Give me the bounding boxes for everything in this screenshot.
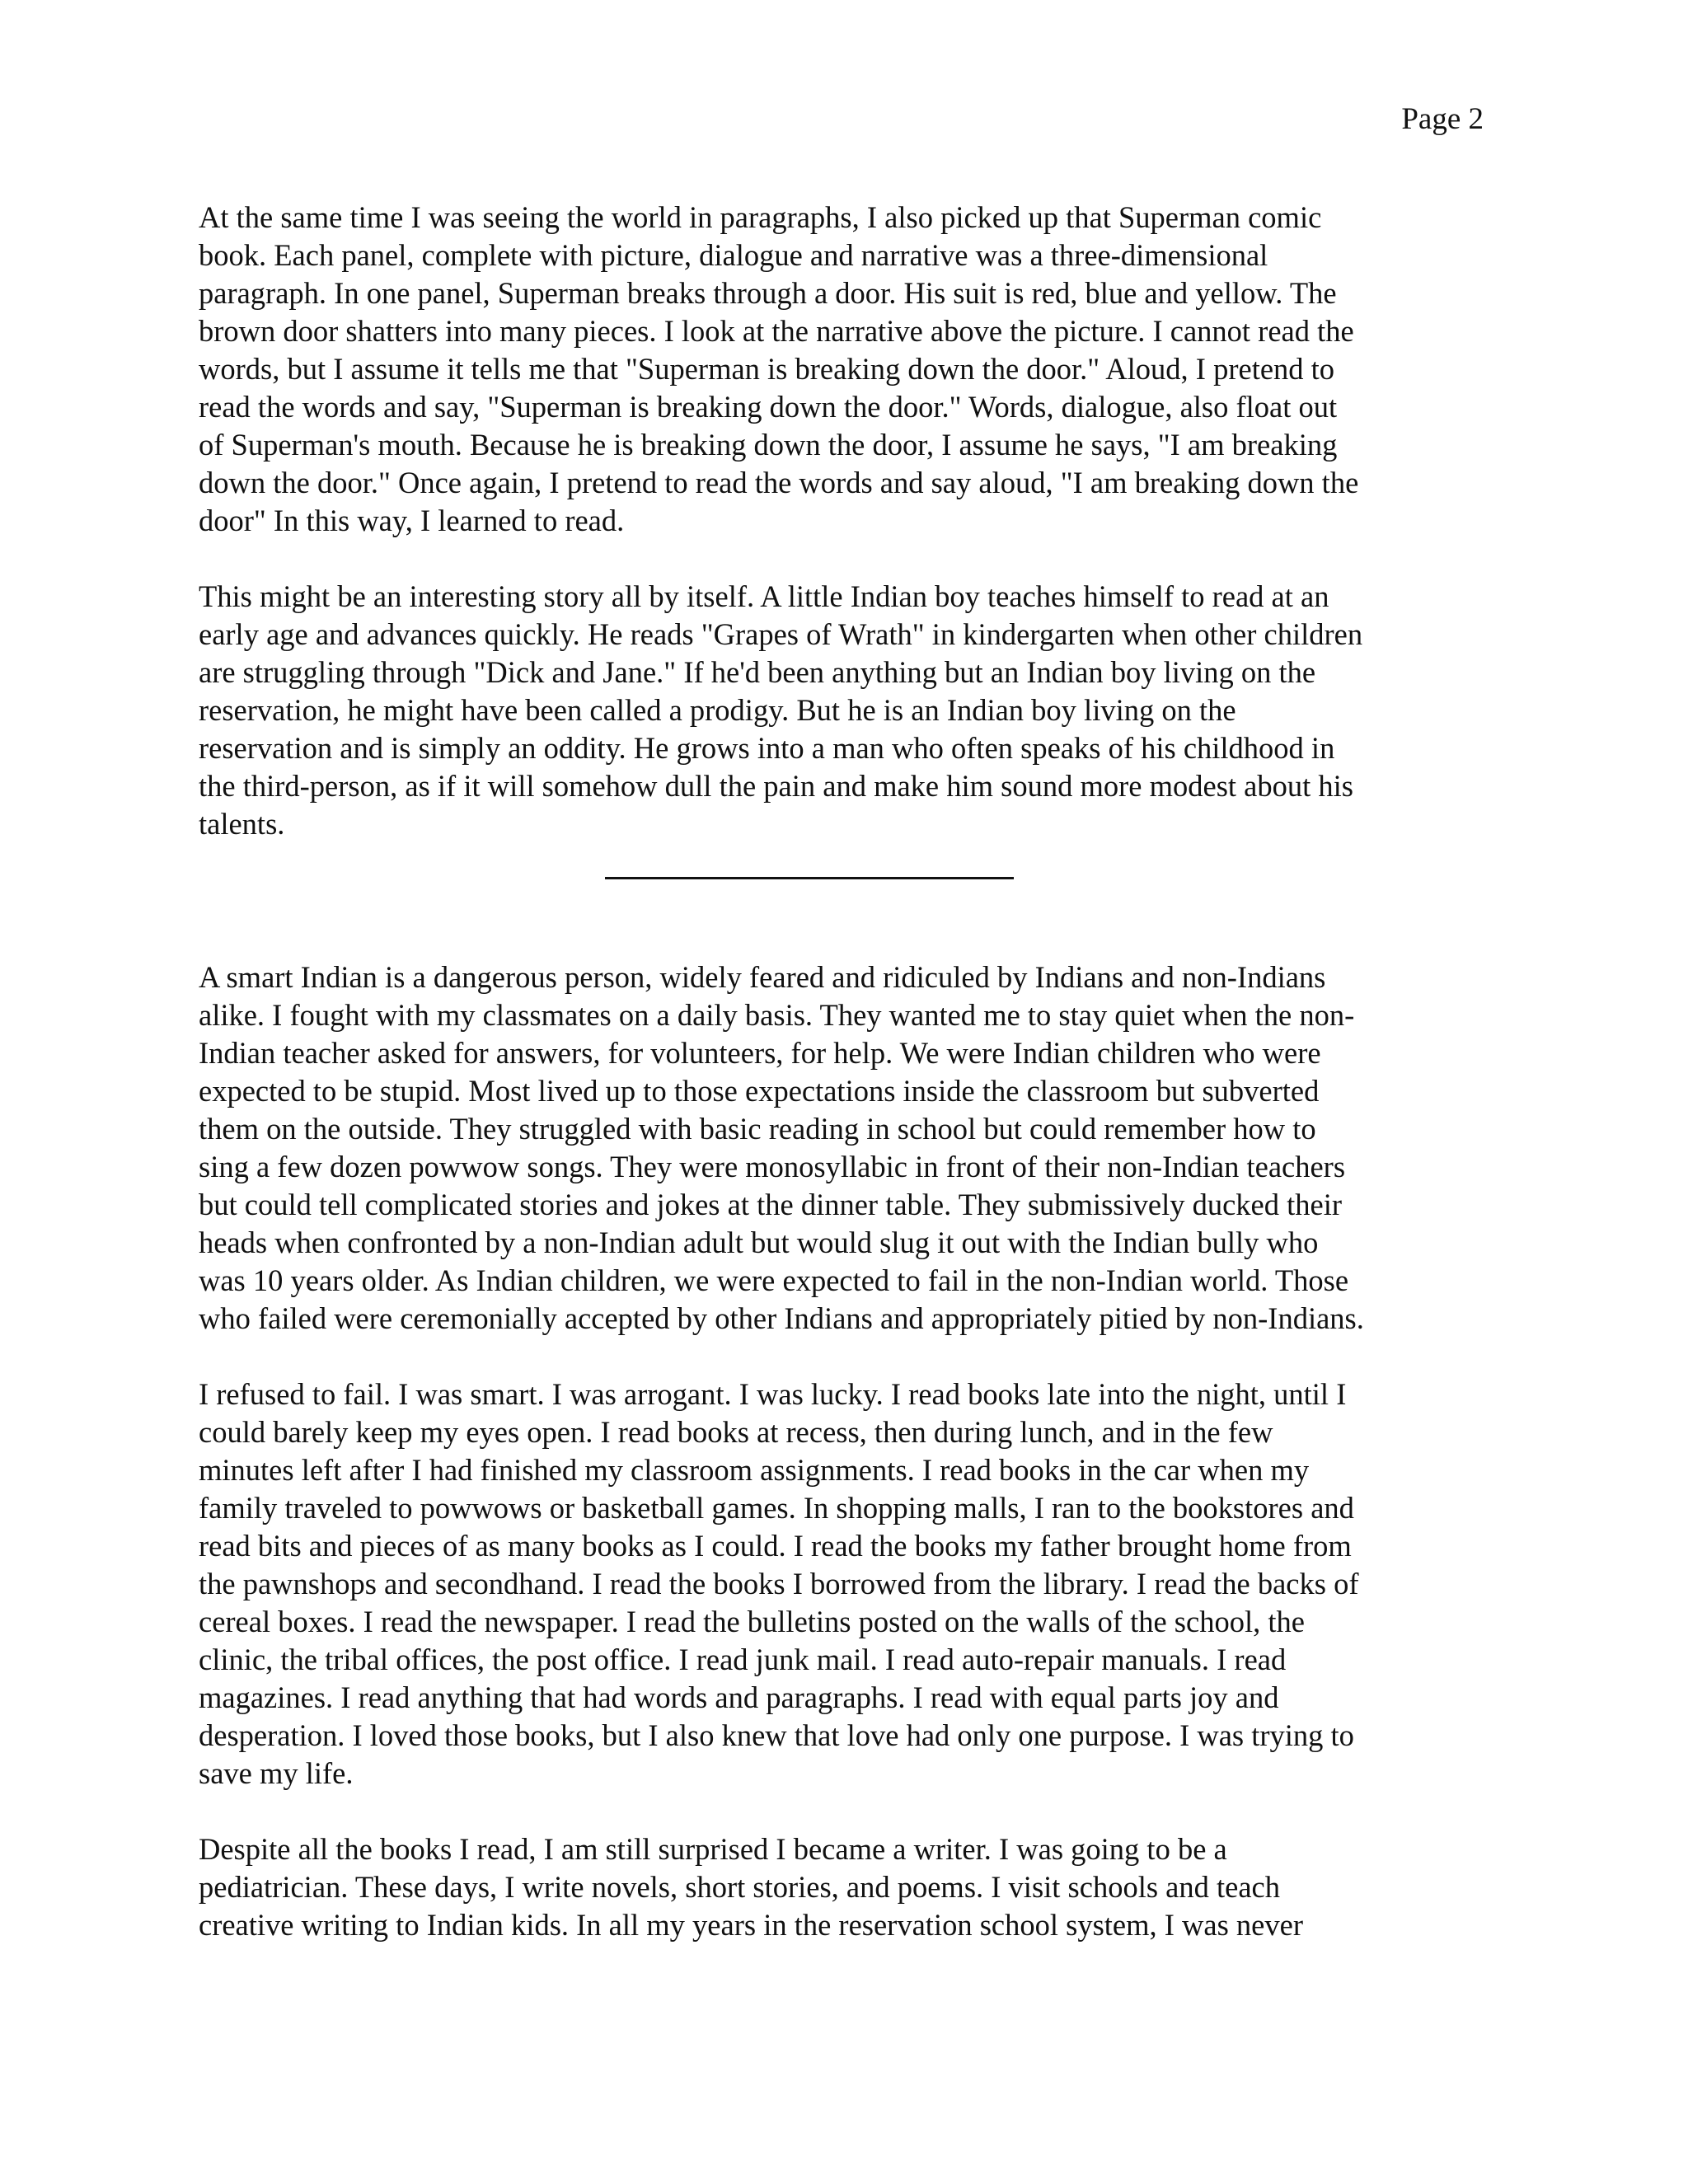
text-line: A smart Indian is a dangerous person, widely feared and ridiculed by Indians and non-Indians: [199, 960, 1326, 994]
separator-spacer: [199, 879, 1497, 958]
text-line: read bits and pieces of as many books as I could. I read the books my father brought home from: [199, 1529, 1352, 1563]
text-line: the third-person, as if it will somehow dull the pain and make him sound more modest about his: [199, 769, 1353, 803]
text-line: alike. I fought with my classmates on a daily basis. They wanted me to stay quiet when the non-: [199, 998, 1355, 1032]
text-line: of Superman's mouth. Because he is breaking down the door, I assume he says, "I am breaking: [199, 428, 1338, 462]
text-line: pediatrician. These days, I write novels, short stories, and poems. I visit schools and teach: [199, 1870, 1281, 1904]
text-line: save my life.: [199, 1756, 354, 1790]
text-line: cereal boxes. I read the newspaper. I read the bulletins posted on the walls of the school, the: [199, 1605, 1305, 1638]
text-line: was 10 years older. As Indian children, we were expected to fail in the non-Indian world. Those: [199, 1263, 1349, 1297]
paragraph-refused-to-fail: [199, 1376, 1497, 1793]
text-line: magazines. I read anything that had words and paragraphs. I read with equal parts joy and: [199, 1680, 1279, 1714]
paragraph-superman-comic: [199, 199, 1497, 540]
text-line: heads when confronted by a non-Indian adult but would slug it out with the Indian bully who: [199, 1226, 1319, 1259]
text-line: desperation. I loved those books, but I also knew that love had only one purpose. I was trying to: [199, 1718, 1354, 1752]
text-line: Despite all the books I read, I am still surprised I became a writer. I was going to be a: [199, 1832, 1227, 1866]
text-line: but could tell complicated stories and jokes at the dinner table. They submissively ducked their: [199, 1188, 1342, 1221]
text-line: Indian teacher asked for answers, for volunteers, for help. We were Indian children who were: [199, 1036, 1321, 1070]
text-line: expected to be stupid. Most lived up to those expectations inside the classroom but subverted: [199, 1074, 1320, 1108]
text-line: reservation and is simply an oddity. He grows into a man who often speaks of his childhood in: [199, 731, 1335, 765]
paragraph-smart-indian: [199, 958, 1497, 1338]
text-line: At the same time I was seeing the world in paragraphs, I also picked up that Superman comic: [199, 200, 1322, 234]
text-line: read the words and say, "Superman is breaking down the door." Words, dialogue, also float out: [199, 390, 1338, 424]
paragraph-spacer: [199, 540, 1497, 578]
text-line: family traveled to powwows or basketball games. In shopping malls, I ran to the bookstores and: [199, 1491, 1354, 1525]
text-line: are struggling through "Dick and Jane." If he'd been anything but an Indian boy living on the: [199, 655, 1316, 689]
text-line: sing a few dozen powwow songs. They were monosyllabic in front of their non-Indian teachers: [199, 1150, 1346, 1183]
page-number: Page 2: [1401, 102, 1484, 136]
text-line: clinic, the tribal offices, the post office. I read junk mail. I read auto-repair manuals. I read: [199, 1643, 1287, 1676]
text-line: I refused to fail. I was smart. I was arrogant. I was lucky. I read books late into the night, until I: [199, 1377, 1347, 1411]
text-line: down the door." Once again, I pretend to read the words and say aloud, "I am breaking down the: [199, 466, 1359, 499]
text-line: creative writing to Indian kids. In all my years in the reservation school system, I was never: [199, 1908, 1303, 1942]
paragraph-became-a-writer: [199, 1830, 1497, 1944]
body-text: [199, 199, 1497, 1944]
text-line: brown door shatters into many pieces. I look at the narrative above the picture. I cannot read the: [199, 314, 1354, 348]
text-line: them on the outside. They struggled with basic reading in school but could remember how to: [199, 1112, 1316, 1146]
text-line: door" In this way, I learned to read.: [199, 504, 625, 537]
text-line: This might be an interesting story all by itself. A little Indian boy teaches himself to read at an: [199, 579, 1329, 613]
text-line: paragraph. In one panel, Superman breaks through a door. His suit is red, blue and yellow. The: [199, 276, 1337, 310]
paragraph-spacer: [199, 1338, 1497, 1376]
text-line: could barely keep my eyes open. I read books at recess, then during lunch, and in the few: [199, 1415, 1273, 1449]
text-line: book. Each panel, complete with picture, dialogue and narrative was a three-dimensional: [199, 238, 1268, 272]
text-line: talents.: [199, 807, 285, 841]
text-line: the pawnshops and secondhand. I read the books I borrowed from the library. I read the backs of: [199, 1567, 1359, 1601]
text-line: words, but I assume it tells me that "Superman is breaking down the door." Aloud, I pretend to: [199, 352, 1335, 386]
paragraph-spacer: [199, 1793, 1497, 1830]
text-line: minutes left after I had finished my classroom assignments. I read books in the car when my: [199, 1453, 1310, 1487]
paragraph-interesting-story: [199, 578, 1497, 843]
text-line: reservation, he might have been called a prodigy. But he is an Indian boy living on the: [199, 693, 1236, 727]
text-line: early age and advances quickly. He reads "Grapes of Wrath" in kindergarten when other children: [199, 617, 1363, 651]
text-line: who failed were ceremonially accepted by other Indians and appropriately pitied by non-Indians.: [199, 1301, 1364, 1335]
